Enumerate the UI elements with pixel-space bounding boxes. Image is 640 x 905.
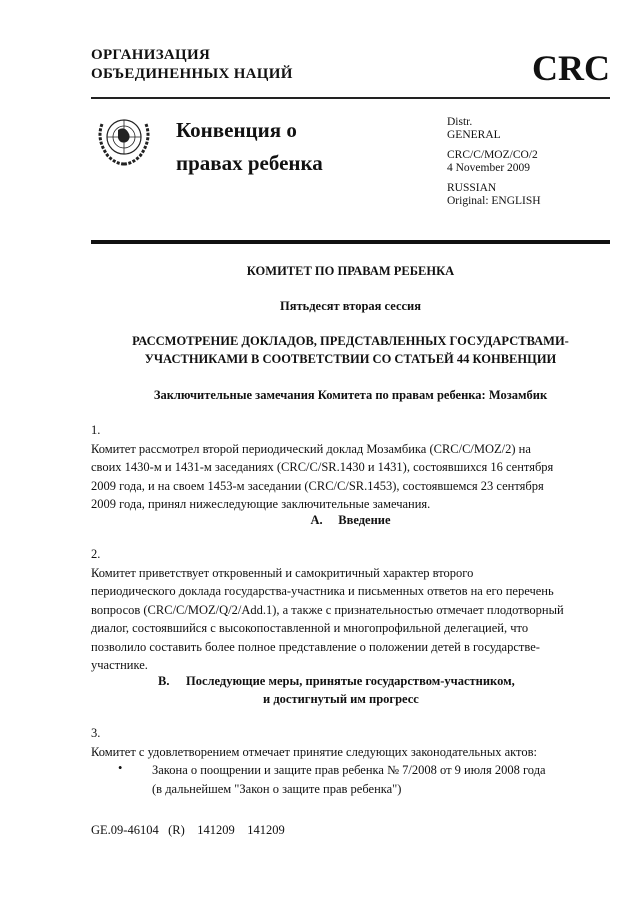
paragraph-number: 3. bbox=[91, 726, 101, 740]
section-a-heading bbox=[91, 511, 610, 529]
paragraph-3 bbox=[91, 724, 610, 761]
main-heading bbox=[91, 332, 610, 368]
footer-text: GE.09-46104 (R) 141209 141209 bbox=[91, 823, 285, 837]
section-title: и достигнутый им прогресс bbox=[263, 692, 419, 706]
doc-date: 4 November 2009 bbox=[447, 162, 531, 174]
section-title: Последующие меры, принятые государством-участником, bbox=[186, 674, 515, 688]
organization-name bbox=[91, 46, 293, 84]
session-heading: Пятьдесят вторая сессия bbox=[279, 299, 422, 313]
document-series-symbol: CRC bbox=[532, 48, 610, 88]
text-line: участнике. bbox=[91, 658, 148, 672]
original-language: Original: ENGLISH bbox=[447, 195, 541, 207]
text-line: вопросов (CRC/C/MOZ/Q/2/Add.1), а также с признательностью отмечает плодотворный bbox=[91, 602, 564, 617]
title-line: Конвенция о bbox=[176, 118, 297, 142]
un-emblem-icon bbox=[94, 110, 154, 168]
subheading: Заключительные замечания Комитета по правам ребенка: Мозамбик bbox=[153, 388, 548, 402]
paragraph-number: 2. bbox=[91, 547, 101, 561]
paragraph-number: 1. bbox=[91, 423, 101, 437]
doc-symbol: CRC/C/MOZ/CO/2 bbox=[447, 149, 538, 161]
heading-line: УЧАСТНИКАМИ В СООТВЕТСТВИИ СО СТАТЬЕЙ 44 КОНВЕНЦИИ bbox=[144, 352, 557, 366]
text-line: 2009 года, и на своем 1453-м заседании (CRC/C/SR.1453), состоявшемся 23 сентября bbox=[91, 478, 544, 493]
bullet-icon: • bbox=[118, 761, 123, 775]
committee-heading: КОМИТЕТ ПО ПРАВАМ РЕБЕНКА bbox=[246, 264, 455, 278]
section-b-heading bbox=[158, 672, 515, 708]
document-title bbox=[176, 114, 323, 180]
text-line: Комитет приветствует откровенный и самокритичный характер второго bbox=[91, 565, 474, 580]
section-title: Введение bbox=[338, 513, 391, 527]
section-letter: B. bbox=[158, 674, 170, 688]
footer-job-number bbox=[91, 823, 285, 838]
text-line: 2009 года, принял нижеследующие заключительные замечания. bbox=[91, 497, 431, 511]
distribution: GENERAL bbox=[447, 129, 501, 141]
text-line: позволило составить более полное представление о положении детей в государстве- bbox=[91, 639, 540, 654]
bullet-item bbox=[152, 761, 546, 798]
text-line: своих 1430-м и 1431-м заседаниях (CRC/C/SR.1430 и 1431), состоявшихся 16 сентября bbox=[91, 460, 554, 474]
text-line: (в дальнейшем "Закон о защите прав ребенка") bbox=[152, 781, 402, 796]
text-line: Комитет рассмотрел второй периодический доклад Мозамбика (CRC/C/MOZ/2) на bbox=[91, 441, 531, 456]
section-letter: A. bbox=[310, 513, 323, 527]
text-line: периодического доклада государства-участника и письменных ответов на его перечень bbox=[91, 584, 554, 598]
doc-language: RUSSIAN bbox=[447, 182, 497, 194]
distribution-block bbox=[447, 116, 541, 215]
text-line: диалог, состоявшийся с высокопоставленной и многопрофильной делегацией, что bbox=[91, 621, 529, 635]
distr-label: Distr. bbox=[447, 116, 473, 128]
paragraph-2 bbox=[91, 545, 610, 675]
heading-line: РАССМОТРЕНИЕ ДОКЛАДОВ, ПРЕДСТАВЛЕННЫХ ГОСУДАРСТВАМИ- bbox=[132, 334, 569, 348]
paragraph-1 bbox=[91, 421, 610, 514]
text-line: Закона о поощрении и защите прав ребенка № 7/2008 от 9 июля 2008 года bbox=[152, 763, 546, 777]
text-line: Комитет с удовлетворением отмечает принятие следующих законодательных актов: bbox=[91, 744, 537, 759]
title-line: правах ребенка bbox=[176, 151, 323, 175]
header-rule bbox=[91, 97, 610, 99]
org-line: ОБЪЕДИНЕННЫХ НАЦИЙ bbox=[91, 66, 293, 82]
org-line: ОРГАНИЗАЦИЯ bbox=[91, 47, 211, 63]
header-thick-rule bbox=[91, 240, 610, 244]
